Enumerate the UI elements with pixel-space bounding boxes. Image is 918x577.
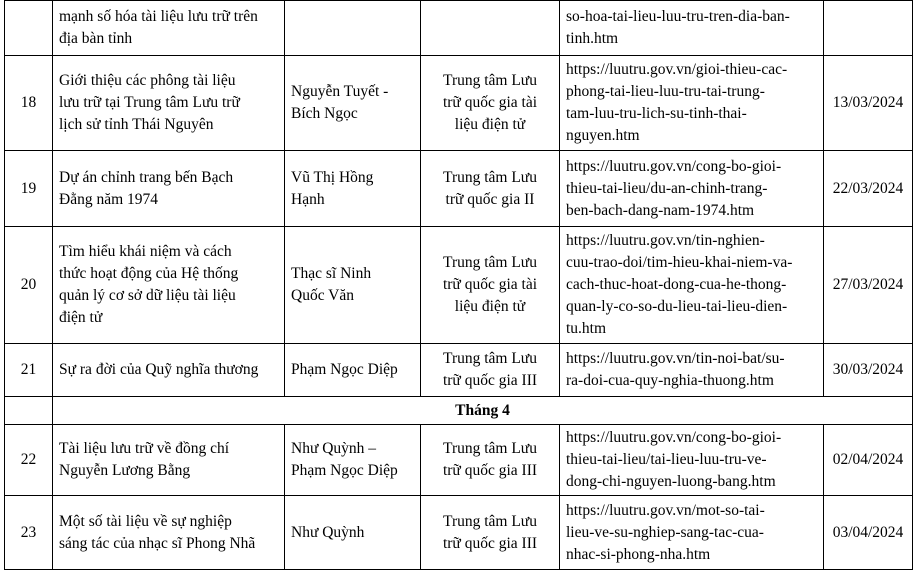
row-number bbox=[5, 1, 53, 56]
article-title: mạnh số hóa tài liệu lưu trữ trên địa bàn tỉnh bbox=[53, 1, 285, 56]
table-row bbox=[5, 151, 913, 227]
row-number bbox=[5, 397, 53, 425]
table-row bbox=[5, 56, 913, 151]
article-url[interactable]: https://luutru.gov.vn/tin-nghien- cuu-trao-doi/tim-hieu-khai-niem-va- cach-thuc-hoat-dong-cua-he-thong- quan-ly-co-so-du-lieu-tai-lieu-dien- tu.htm bbox=[560, 227, 824, 344]
table-row bbox=[5, 496, 913, 570]
article-author: Như Quỳnh bbox=[285, 496, 421, 570]
article-url[interactable]: https://luutru.gov.vn/gioi-thieu-cac- phong-tai-lieu-luu-tru-tai-trung- tam-luu-tru-lich-su-tinh-thai- nguyen.htm bbox=[560, 56, 824, 151]
article-author: Vũ Thị Hồng Hạnh bbox=[285, 151, 421, 227]
article-unit: Trung tâm Lưu trữ quốc gia III bbox=[421, 344, 560, 397]
article-date: 13/03/2024 bbox=[824, 56, 913, 151]
article-author: Nguyễn Tuyết - Bích Ngọc bbox=[285, 56, 421, 151]
table-row bbox=[5, 227, 913, 344]
article-url[interactable]: https://luutru.gov.vn/tin-noi-bat/su- ra-doi-cua-quy-nghia-thuong.htm bbox=[560, 344, 824, 397]
table-row bbox=[5, 425, 913, 496]
article-author bbox=[285, 1, 421, 56]
article-date: 03/04/2024 bbox=[824, 496, 913, 570]
month-header-row bbox=[5, 397, 913, 425]
article-url[interactable]: https://luutru.gov.vn/cong-bo-gioi- thieu-tai-lieu/du-an-chinh-trang- ben-bach-dang-nam-1974.htm bbox=[560, 151, 824, 227]
article-title: Tìm hiểu khái niệm và cách thức hoạt động của Hệ thống quản lý cơ sở dữ liệu tài liệu điện tử bbox=[53, 227, 285, 344]
table-row bbox=[5, 344, 913, 397]
article-unit: Trung tâm Lưu trữ quốc gia II bbox=[421, 151, 560, 227]
article-date: 22/03/2024 bbox=[824, 151, 913, 227]
article-author: Thạc sĩ Ninh Quốc Văn bbox=[285, 227, 421, 344]
article-title: Dự án chỉnh trang bến Bạch Đằng năm 1974 bbox=[53, 151, 285, 227]
article-list-table bbox=[4, 0, 913, 570]
table-row bbox=[5, 1, 913, 56]
row-number: 21 bbox=[5, 344, 53, 397]
article-url[interactable]: https://luutru.gov.vn/cong-bo-gioi- thieu-tai-lieu/tai-lieu-luu-tru-ve- dong-chi-nguyen-luong-bang.htm bbox=[560, 425, 824, 496]
article-title: Tài liệu lưu trữ về đồng chí Nguyễn Lương Bằng bbox=[53, 425, 285, 496]
article-unit: Trung tâm Lưu trữ quốc gia tài liệu điện tử bbox=[421, 56, 560, 151]
article-url[interactable]: so-hoa-tai-lieu-luu-tru-tren-dia-ban- tinh.htm bbox=[560, 1, 824, 56]
row-number: 23 bbox=[5, 496, 53, 570]
article-title: Giới thiệu các phông tài liệu lưu trữ tại Trung tâm Lưu trữ lịch sử tỉnh Thái Nguyên bbox=[53, 56, 285, 151]
article-title: Một số tài liệu về sự nghiệp sáng tác của nhạc sĩ Phong Nhã bbox=[53, 496, 285, 570]
article-date: 30/03/2024 bbox=[824, 344, 913, 397]
article-unit: Trung tâm Lưu trữ quốc gia III bbox=[421, 425, 560, 496]
article-author: Như Quỳnh – Phạm Ngọc Diệp bbox=[285, 425, 421, 496]
article-unit: Trung tâm Lưu trữ quốc gia III bbox=[421, 496, 560, 570]
article-unit bbox=[421, 1, 560, 56]
row-number: 20 bbox=[5, 227, 53, 344]
article-date: 27/03/2024 bbox=[824, 227, 913, 344]
row-number: 22 bbox=[5, 425, 53, 496]
article-title: Sự ra đời của Quỹ nghĩa thương bbox=[53, 344, 285, 397]
article-url[interactable]: https://luutru.gov.vn/mot-so-tai- lieu-ve-su-nghiep-sang-tac-cua- nhac-si-phong-nha.htm bbox=[560, 496, 824, 570]
month-label: Tháng 4 bbox=[53, 397, 913, 425]
article-unit: Trung tâm Lưu trữ quốc gia tài liệu điện tử bbox=[421, 227, 560, 344]
article-date bbox=[824, 1, 913, 56]
row-number: 19 bbox=[5, 151, 53, 227]
article-author: Phạm Ngọc Diệp bbox=[285, 344, 421, 397]
row-number: 18 bbox=[5, 56, 53, 151]
article-date: 02/04/2024 bbox=[824, 425, 913, 496]
